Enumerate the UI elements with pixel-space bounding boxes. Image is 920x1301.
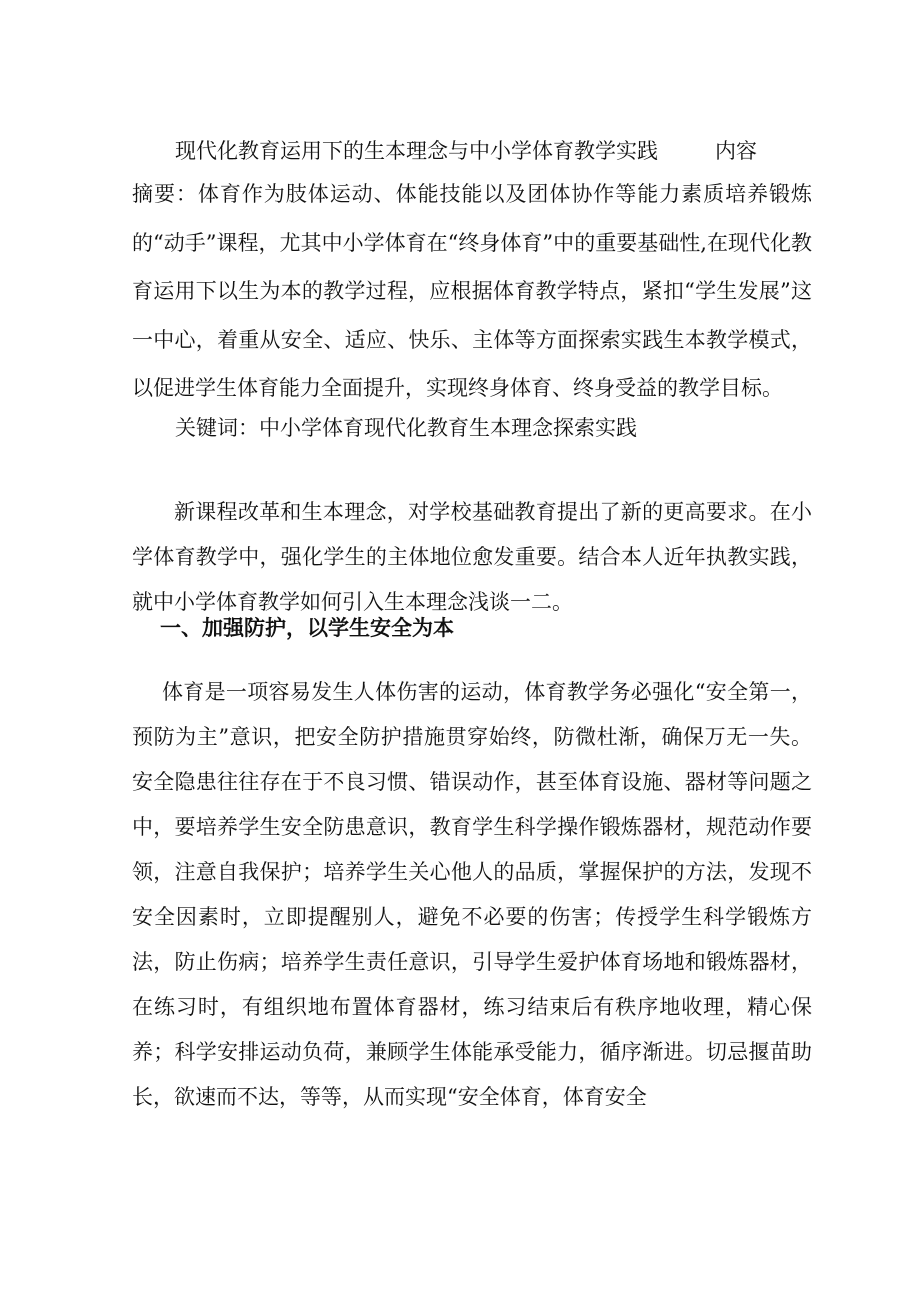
abstract-paragraph: 摘要：体育作为肢体运动、体能技能以及团体协作等能力素质培养锻炼的“动手”课程，尤其中小学体育在“终身体育”中的重要基础性,在现代化教育运用下以生为本的教学过程，应根据体育教学特点，紧扣“学生发展”这一中心，着重从安全、适应、快乐、主体等方面探索实践生本教学模式，以促进学生体育能力全面提升，实现终身体育、终身受益的教学目标。 <box>132 182 812 400</box>
document-title: 现代化教育运用下的生本理念与中小学体育教学实践 <box>175 139 658 163</box>
document-title-tail: 内容 <box>715 139 757 163</box>
section-body-paragraph: 体育是一项容易发生人体伤害的运动，体育教学务必强化“安全第一，预防为主”意识，把安全防护措施贯穿始终，防微杜渐，确保万无一失。安全隐患往往存在于不良习惯、错误动作，甚至体育设施、器材等问题之中，要培养学生安全防患意识，教育学生科学操作锻炼器材，规范动作要领，注意自我保护；培养学生关心他人的品质，掌握保护的方法，发现不安全因素时，立即提醒别人，避免不必要的伤害；传授学生科学锻炼方法，防止伤病；培养学生责任意识，引导学生爱护体育场地和锻炼器材，在练习时，有组织地布置体育器材，练习结束后有秩序地收理，精心保养；科学安排运动负荷，兼顾学生体能承受能力，循序渐进。切忌揠苗助长，欲速而不达，等等，从而实现“安全体育，体育安全 <box>132 680 812 1109</box>
intro-paragraph: 新课程改革和生本理念，对学校基础教育提出了新的更高要求。在小学体育教学中，强化学生的主体地位愈发重要。结合本人近年执教实践，就中小学体育教学如何引入生本理念浅谈一二。 <box>132 500 812 614</box>
section-heading: 一、加强防护，以学生安全为本 <box>160 615 454 640</box>
keywords-line: 关键词：中小学体育现代化教育生本理念探索实践 <box>175 416 637 440</box>
document-title-line <box>175 134 775 168</box>
